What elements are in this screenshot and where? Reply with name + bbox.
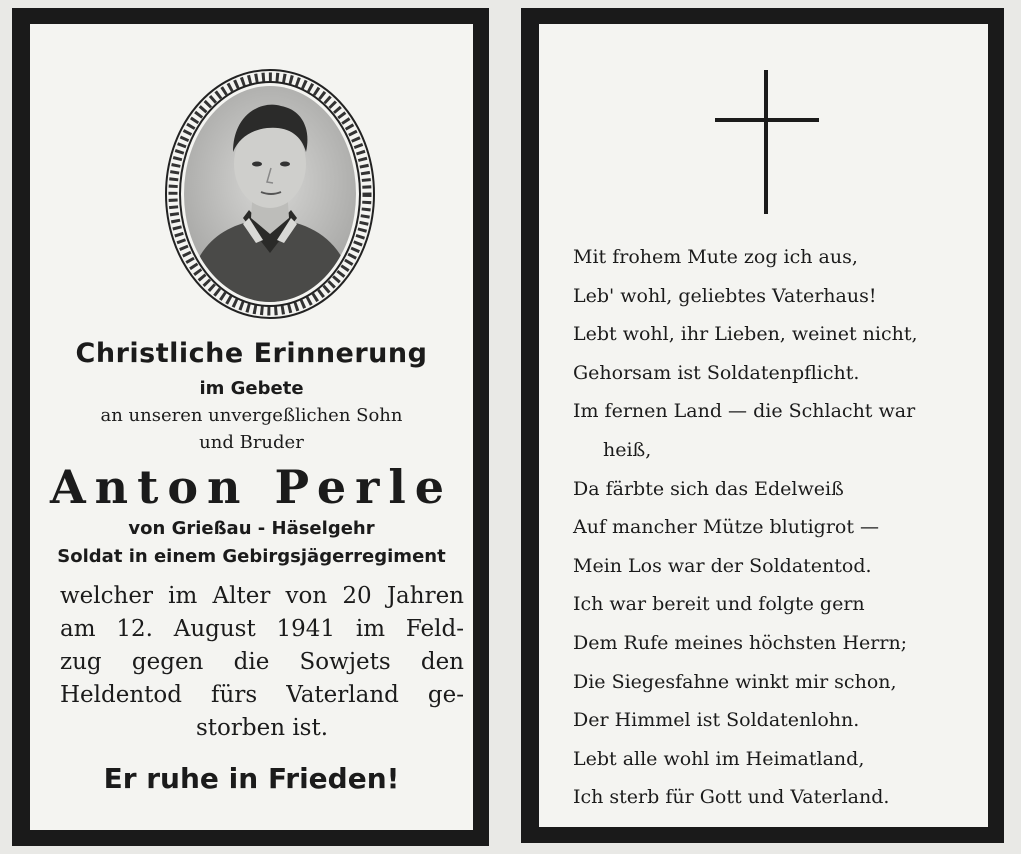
poem-line: Die Siegesfahne winkt mir schon, bbox=[573, 670, 897, 693]
deceased-origin: von Grießau - Häselgehr bbox=[128, 518, 375, 539]
deceased-name: Anton Perle bbox=[49, 460, 454, 514]
card-heading: Christliche Erinnerung bbox=[75, 338, 428, 369]
death-notice-line: Heldentod fürs Vaterland ge- bbox=[60, 682, 464, 708]
poem-line: Auf mancher Mütze blutigrot — bbox=[573, 516, 880, 539]
death-notice-line: storben ist. bbox=[195, 715, 329, 741]
closing-blessing: Er ruhe in Frieden! bbox=[103, 762, 400, 795]
card-front-panel bbox=[30, 24, 473, 830]
poem-line: Ich sterb für Gott und Vaterland. bbox=[573, 786, 890, 809]
poem-line: Lebt wohl, ihr Lieben, weinet nicht, bbox=[573, 323, 918, 346]
poem-line: Lebt alle wohl im Heimatland, bbox=[573, 747, 865, 770]
poem-line: Mit frohem Mute zog ich aus, bbox=[573, 246, 858, 268]
card-subheading-relation: und Bruder bbox=[199, 432, 304, 453]
poem-line: Im fernen Land — die Schlacht war bbox=[573, 400, 916, 423]
memorial-card-back bbox=[521, 8, 1004, 843]
memorial-poem bbox=[573, 238, 993, 817]
death-notice-line: am 12. August 1941 im Feld- bbox=[60, 616, 464, 642]
portrait-photo bbox=[163, 68, 377, 320]
death-notice-line: zug gegen die Sowjets den bbox=[60, 649, 464, 675]
death-notice-line: welcher im Alter von 20 Jahren bbox=[60, 583, 464, 609]
poem-line: Mein Los war der Soldatentod. bbox=[573, 554, 872, 577]
poem-line: Da färbte sich das Edelweiß bbox=[573, 477, 844, 500]
death-notice bbox=[60, 580, 464, 745]
card-subheading-dedication: an unseren unvergeßlichen Sohn bbox=[100, 405, 403, 426]
card-back-panel bbox=[539, 24, 988, 827]
cross-icon bbox=[715, 70, 819, 214]
poem-line: Ich war bereit und folgte gern bbox=[573, 593, 865, 616]
poem-line: Gehorsam ist Soldatenpflicht. bbox=[573, 361, 860, 384]
poem-line: Dem Rufe meines höchsten Herrn; bbox=[573, 631, 908, 654]
card-subheading-prayer: im Gebete bbox=[199, 378, 304, 399]
poem-line: Der Himmel ist Soldatenlohn. bbox=[573, 709, 860, 732]
deceased-rank: Soldat in einem Gebirgsjägerregiment bbox=[57, 546, 446, 567]
memorial-card-front bbox=[12, 8, 489, 846]
poem-line: heiß, bbox=[603, 438, 652, 461]
poem-line: Leb' wohl, geliebtes Vaterhaus! bbox=[573, 284, 877, 307]
